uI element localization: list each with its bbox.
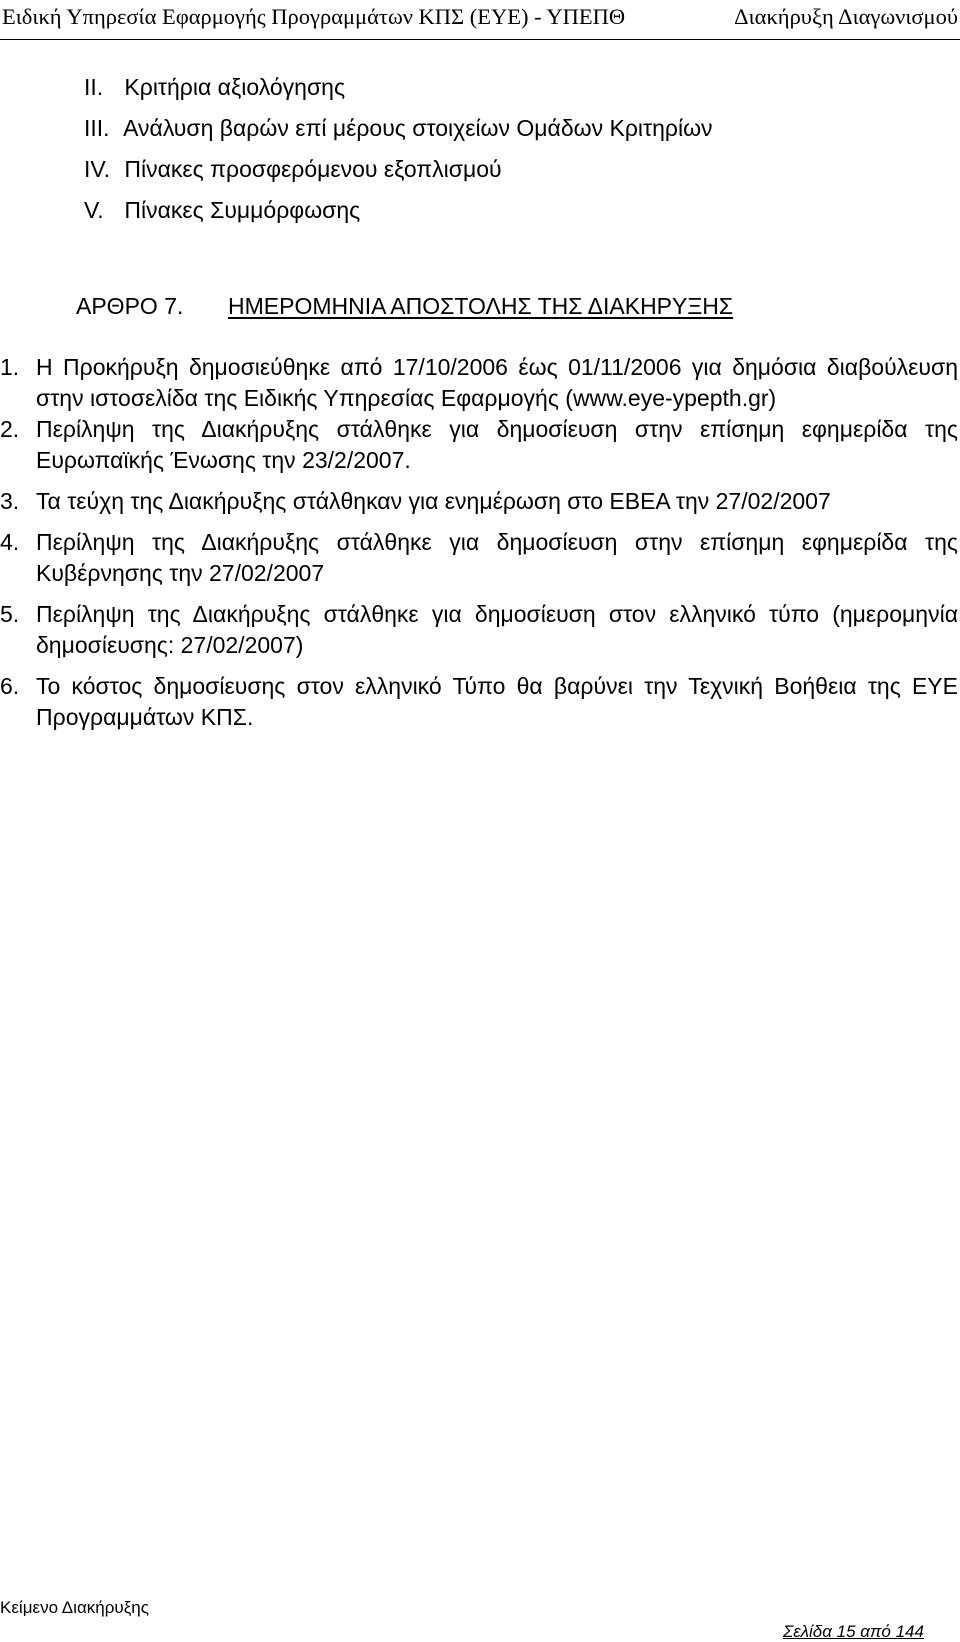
page-header — [0, 0, 960, 40]
header-document-title: Διακήρυξη Διαγωνισμού — [734, 4, 958, 29]
list-item — [84, 190, 713, 231]
item-text: Το κόστος δημοσίευσης στον ελληνικό Τύπο θα βαρύνει την Τεχνική Βοήθεια της ΕΥΕ Προγραμμάτων ΚΠΣ. — [36, 673, 958, 730]
article-heading — [76, 286, 733, 326]
footer-document-name: Κείμενο Διακήρυξης — [0, 1598, 149, 1617]
annex-number: IV. — [84, 156, 111, 182]
item-number: 6. — [0, 673, 20, 699]
list-item — [0, 486, 958, 517]
item-number: 3. — [0, 488, 20, 514]
list-item — [0, 599, 958, 661]
annex-number: II. — [84, 74, 104, 100]
item-number: 2. — [0, 416, 20, 442]
list-item — [84, 108, 713, 149]
item-text: Περίληψη της Διακήρυξης στάλθηκε για δημοσίευση στην επίσημη εφημερίδα της Ευρωπαϊκής Ένωσης την 23/2/2007. — [36, 416, 958, 473]
list-item — [0, 671, 958, 733]
list-item — [84, 149, 713, 190]
item-text: Τα τεύχη της Διακήρυξης στάλθηκαν για ενημέρωση στο ΕΒΕΑ την 27/02/2007 — [36, 488, 831, 514]
item-text: Η Προκήρυξη δημοσιεύθηκε από 17/10/2006 έως 01/11/2006 για δημόσια διαβούλευση στην ιστοσελίδα της Ειδικής Υπηρεσίας Εφαρμογής (www.eye-ypepth.gr) — [36, 354, 958, 411]
item-number: 4. — [0, 529, 20, 555]
page-number: Σελίδα 15 από 144 — [783, 1622, 924, 1641]
list-item — [0, 527, 958, 589]
annex-list — [84, 67, 713, 231]
item-text: Περίληψη της Διακήρυξης στάλθηκε για δημοσίευση στην επίσημη εφημερίδα της Κυβέρνησης την 27/02/2007 — [36, 529, 958, 586]
list-item — [0, 414, 958, 476]
list-item — [0, 352, 958, 414]
item-number: 1. — [0, 354, 20, 380]
article-label: ΑΡΘΡΟ 7. — [76, 293, 184, 319]
article-items — [0, 352, 958, 733]
item-number: 5. — [0, 601, 20, 627]
item-text: Περίληψη της Διακήρυξης στάλθηκε για δημοσίευση στον ελληνικό τύπο (ημερομηνία δημοσίευσης: 27/02/2007) — [36, 601, 958, 658]
annex-text: Κριτήρια αξιολόγησης — [124, 74, 346, 100]
list-item — [84, 67, 713, 108]
annex-number: III. — [84, 115, 110, 141]
annex-number: V. — [84, 197, 104, 223]
article-title: ΗΜΕΡΟΜΗΝΙΑ ΑΠΟΣΤΟΛΗΣ ΤΗΣ ΔΙΑΚΗΡΥΞΗΣ — [228, 293, 734, 319]
annex-text: Πίνακες Συμμόρφωσης — [124, 197, 361, 223]
annex-text: Πίνακες προσφερόμενου εξοπλισμού — [124, 156, 502, 182]
header-organization: Ειδική Υπηρεσία Εφαρμογής Προγραμμάτων ΚΠΣ (ΕΥΕ) - ΥΠΕΠΘ — [2, 4, 626, 29]
annex-text: Ανάλυση βαρών επί μέρους στοιχείων Ομάδων Κριτηρίων — [123, 115, 713, 141]
